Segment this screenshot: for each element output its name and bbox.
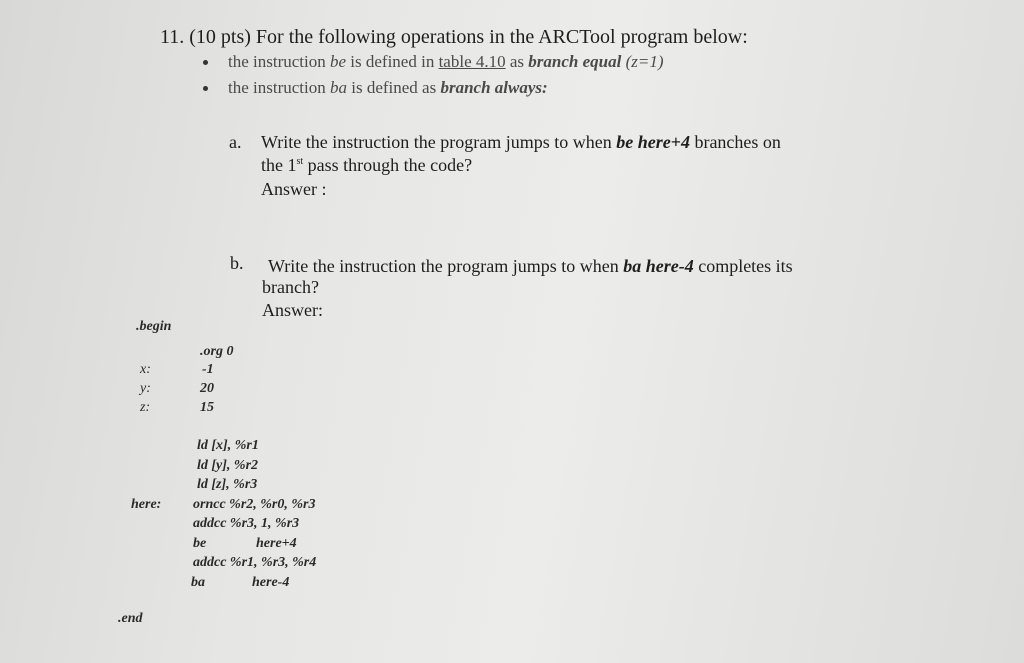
bullet1-instr: be <box>329 52 347 71</box>
part-b-instruction: ba here-4 <box>623 256 694 276</box>
part-b-answer: Answer: <box>262 300 323 320</box>
part-a-text-end: branches on <box>689 132 781 152</box>
part-b-line2: branch? <box>262 277 319 297</box>
part-a-line2-post: pass through the code? <box>303 155 473 175</box>
bullet-branch-equal <box>228 52 664 72</box>
bullet-branch-always <box>228 78 548 98</box>
part-a-label: a. <box>229 132 242 152</box>
bullet-dot-icon <box>203 86 208 91</box>
bullet1-cond: (z=1) <box>625 52 664 71</box>
bullet1-def: branch equal <box>528 52 622 71</box>
code-ba-target: here-4 <box>252 575 290 590</box>
code-here-label: here: <box>131 497 162 512</box>
code-ba-op: ba <box>191 575 205 590</box>
code-be-target: here+4 <box>256 536 297 551</box>
part-a-superscript: st <box>296 156 304 167</box>
code-begin: .begin <box>136 319 172 334</box>
part-b-label: b. <box>230 253 244 273</box>
part-a-line2-pre: the 1 <box>261 155 297 175</box>
question-title: 11. (10 pts) For the following operations in the ARCTool program below: <box>160 26 748 48</box>
code-y-value: 20 <box>200 381 214 396</box>
bullet2-instr: ba <box>329 78 347 97</box>
part-a-line2 <box>261 155 472 176</box>
code-z-value: 15 <box>200 400 214 415</box>
bullet-dot-icon <box>203 60 208 65</box>
code-ld-y: ld [y], %r2 <box>197 458 259 473</box>
code-x-value: -1 <box>202 362 214 377</box>
code-addcc-2: addcc %r1, %r3, %r4 <box>193 555 317 570</box>
code-end: .end <box>118 611 143 626</box>
code-y-label: y: <box>140 381 151 396</box>
code-addcc-1: addcc %r3, 1, %r3 <box>193 516 300 531</box>
bullet2-def: branch always: <box>440 78 548 97</box>
code-z-label: z: <box>140 400 151 415</box>
part-b-line1 <box>268 256 793 277</box>
part-a-text: Write the instruction the program jumps to when <box>261 132 617 152</box>
part-b-text-end: completes its <box>693 256 793 276</box>
code-org: .org 0 <box>200 344 234 359</box>
code-orncc: orncc %r2, %r0, %r3 <box>193 497 316 512</box>
part-b-text: Write the instruction the program jumps to when <box>268 256 624 276</box>
code-be-op: be <box>193 536 207 551</box>
code-x-label: x: <box>140 362 151 377</box>
table-reference: table 4.10 <box>438 52 506 71</box>
part-a-instruction: be here+4 <box>616 132 690 152</box>
part-a-answer: Answer : <box>261 179 327 199</box>
bullet1-mid2: as <box>505 52 529 71</box>
code-ld-z: ld [z], %r3 <box>197 477 258 492</box>
bullet2-mid: is defined as <box>346 78 441 97</box>
code-ld-x: ld [x], %r1 <box>197 438 259 453</box>
bullet2-pre: the instruction <box>228 78 330 97</box>
part-a-line1 <box>261 132 781 153</box>
bullet1-mid: is defined in <box>346 52 439 71</box>
bullet1-pre: the instruction <box>228 52 330 71</box>
